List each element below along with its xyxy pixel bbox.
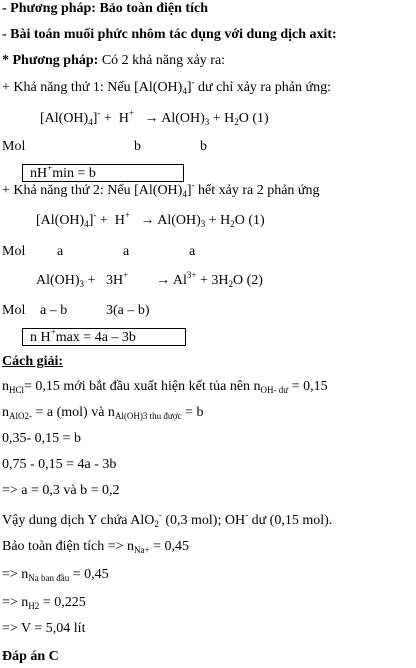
solution-line-10: => V = 5,04 lít bbox=[2, 621, 86, 636]
solution-label: Cách giải: bbox=[2, 354, 64, 369]
s9-end: = 0,225 bbox=[39, 595, 86, 610]
heading-method: - Phương pháp: Bảo toàn điện tích bbox=[2, 1, 208, 16]
reaction-2a: $[Al(OH)_4]^- + H^+ \to Al(OH)_3 + H_2O$ (1) bbox=[36, 210, 265, 229]
s7-a: Bảo toàn điện tích => n bbox=[2, 539, 135, 554]
s6-a: Vậy dung dịch Y chứa AlO bbox=[2, 513, 155, 528]
method-line bbox=[2, 52, 225, 69]
reaction-2b: $Al(OH)_3 + 3H^+$ → $Al^{3+} + 3H_2O$ (2) bbox=[36, 270, 263, 289]
s2-end: = b bbox=[181, 405, 204, 420]
s1-sub: OH- dư bbox=[260, 385, 289, 395]
s2-sub: Al(OH)3 thu được bbox=[114, 411, 182, 421]
box-nh-min-text: nH+min = b bbox=[30, 163, 96, 181]
solution-line-2: $n_{AlO2-} = a$ (mol) và $n_{Al(OH)3 thu được} = b$ bbox=[2, 405, 204, 421]
case1-suffix: dư chỉ xảy ra phản ứng: bbox=[194, 80, 331, 95]
s1-text: = 0,15 mới bắt đầu xuất hiện kết tủa nên n bbox=[24, 379, 261, 394]
method-text: Có 2 khả năng xảy ra: bbox=[101, 53, 226, 68]
mol1-b1: b bbox=[134, 139, 141, 154]
s8-end: = 0,45 bbox=[69, 567, 109, 582]
mol3-a-minus-b: a – b bbox=[40, 303, 68, 318]
s9-a: => n bbox=[2, 595, 29, 610]
heading-problem: - Bài toán muối phức nhôm tác dụng với dung dịch axit: bbox=[2, 27, 337, 42]
solution-line-9 bbox=[2, 594, 86, 611]
s6-c: dư (0,15 mol). bbox=[248, 513, 333, 528]
solution-line-5: => a = 0,3 và b = 0,2 bbox=[2, 483, 120, 498]
method-label: * Phương pháp: bbox=[2, 53, 99, 68]
case1-line: + Khả năng thứ 1: Nếu $[Al(OH)_4]^-$ dư chỉ xảy ra phản ứng: bbox=[2, 77, 331, 96]
s2-mid: = a (mol) và n bbox=[32, 405, 115, 420]
s7-sub: Na+ bbox=[134, 545, 150, 555]
answer: Đáp án C bbox=[2, 649, 59, 664]
solution-line-1: $n_{HCl}= 0,15$ mới bắt đầu xuất hiện kết tủa nên $n_{OH- dư} = 0,15$ bbox=[2, 379, 328, 395]
case2-line: + Khả năng thứ 2: Nếu $[Al(OH)_4]^-$ hết xảy ra 2 phản ứng bbox=[2, 180, 320, 199]
mol-row-1: Mol bbox=[2, 139, 26, 154]
solution-line-6: Vậy dung dịch Y chứa AlO$_2$- (0,3 mol); OH- dư (0,15 mol). bbox=[2, 510, 333, 529]
mol1-b2: b bbox=[200, 139, 207, 154]
box-nh-max-text: n H+max = 4a – 3b bbox=[30, 327, 136, 345]
mol2-a3: a bbox=[189, 244, 196, 259]
solution-line-4: 0,75 - 0,15 = 4a - 3b bbox=[2, 457, 117, 472]
mol2-a2: a bbox=[123, 244, 130, 259]
box2-label: n H bbox=[30, 330, 51, 345]
s6-b: (0,3 mol); OH bbox=[161, 513, 246, 528]
mol3-3a-minus-b: 3(a – b) bbox=[106, 303, 150, 318]
case1-prefix: + Khả năng thứ 1: Nếu [Al(OH) bbox=[2, 80, 183, 95]
box1-value: min = b bbox=[52, 166, 96, 181]
mol-row-3: Mol bbox=[2, 303, 26, 318]
solution-line-8 bbox=[2, 566, 109, 583]
box2-value: max = 4a – 3b bbox=[55, 330, 136, 345]
reaction-1: $[Al(OH)_4]^- + H^+ \to Al(OH)_3 + H_2O$ (1) bbox=[40, 108, 269, 127]
s8-sub: Na ban đầu bbox=[28, 573, 70, 583]
solution-line-3: 0,35- 0,15 = b bbox=[2, 431, 82, 446]
s1-end: = 0,15 bbox=[288, 379, 328, 394]
mol-row-2: Mol bbox=[2, 244, 26, 259]
solution-line-7 bbox=[2, 538, 189, 555]
case2-prefix: + Khả năng thứ 2: Nếu [Al(OH) bbox=[2, 183, 183, 198]
s7-end: = 0,45 bbox=[149, 539, 190, 554]
box1-label: nH bbox=[30, 166, 48, 181]
s9-sub: H2 bbox=[28, 601, 40, 611]
case2-suffix: hết xảy ra 2 phản ứng bbox=[194, 183, 320, 198]
s8-a: => n bbox=[2, 567, 29, 582]
mol2-a1: a bbox=[57, 244, 64, 259]
